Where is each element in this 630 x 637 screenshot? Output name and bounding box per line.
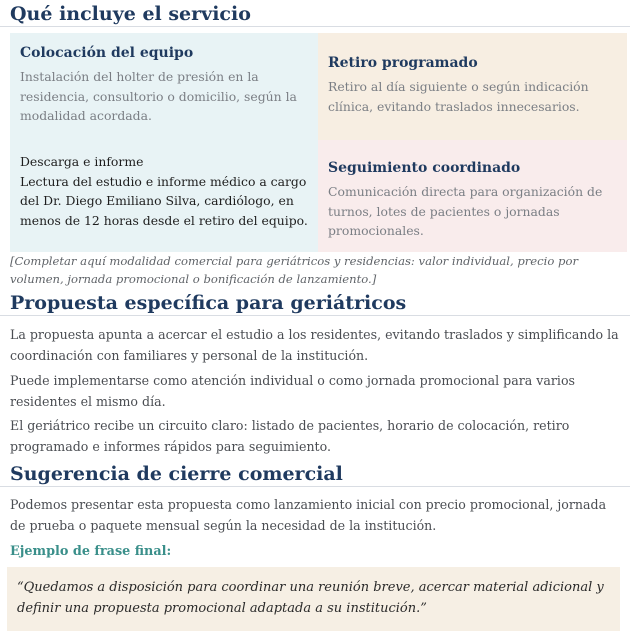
card-descarga [10,140,318,252]
card-text: Retiro al día siguiente o según indicación clínica, evitando traslados innecesarios. [328,79,589,114]
card-text: Comunicación directa para organización de turnos, lotes de pacientes o jornadas promocionales. [328,184,603,238]
paragraph: Puede implementarse como atención individual o como jornada promocional para varios residentes el mismo día. [10,373,576,409]
card-title: Colocación del equipo [20,45,194,61]
card-text: Instalación del holter de presión en la residencia, consultorio o domicilio, según la modalidad acordada. [20,69,297,123]
card-title: Retiro programado [328,55,478,71]
cierre-heading: Sugerencia de cierre comercial [10,463,343,485]
geriatricos-heading-block [0,291,630,316]
services-heading-block [0,2,630,27]
card-text: Lectura del estudio e informe médico a cargo del Dr. Diego Emiliano Silva, cardiólogo, en menos de 12 horas desde el retiro del equipo. [20,173,308,228]
paragraph: La propuesta apunta a acercar el estudio a los residentes, evitando traslados y simplificando la coordinación con familiares y personal de la institución. [10,327,619,363]
closing-quote: “Quedamos a disposición para coordinar una reunión breve, acercar material adicional y definir una propuesta promocional adaptada a su institución.” [7,567,620,631]
example-label: Ejemplo de frase final: [10,544,172,559]
card-title: Seguimiento coordinado [328,160,521,176]
cierre-heading-block [0,462,630,487]
card-colocacion [10,33,318,140]
geriatricos-heading: Propuesta específica para geriátricos [10,292,407,314]
commercial-note: [Completar aquí modalidad comercial para geriátricos y residencias: valor individual, precio por volumen, jornada promocional o bonificación de lanzamiento.] [10,254,578,286]
paragraph: El geriátrico recibe un circuito claro: listado de pacientes, horario de colocación, retiro programado e informes rápidos para seguimiento. [10,418,570,454]
services-grid [10,33,627,252]
card-retiro [318,33,627,140]
card-title: Descarga e informe [20,154,144,169]
paragraph: Podemos presentar esta propuesta como lanzamiento inicial con precio promocional, jornada de prueba o paquete mensual según la necesidad de la institución. [10,497,607,533]
card-seguimiento [318,140,627,252]
services-heading: Qué incluye el servicio [10,3,251,25]
